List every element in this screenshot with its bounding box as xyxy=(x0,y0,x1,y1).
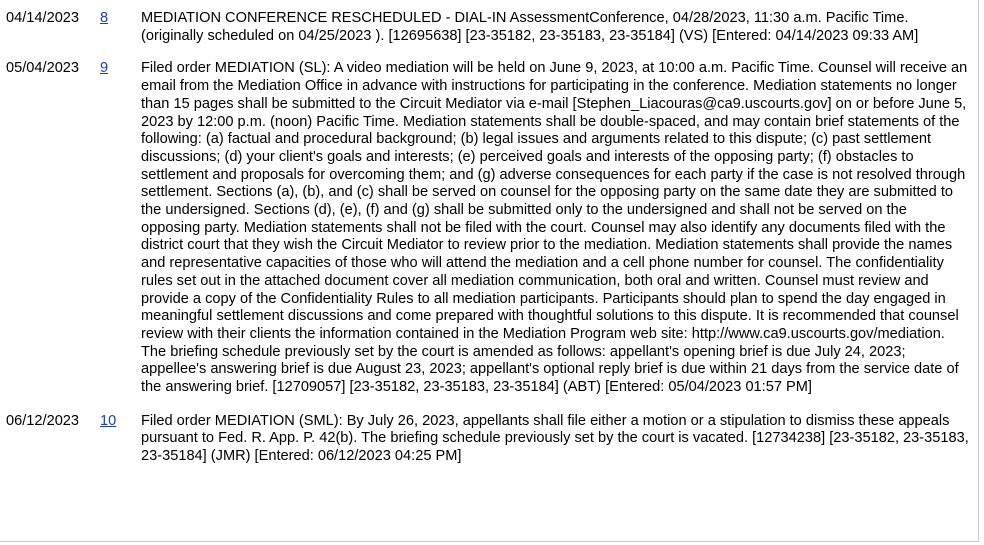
entry-date: 05/04/2023 xyxy=(6,60,80,77)
docket-entry xyxy=(6,0,971,52)
entry-number-cell xyxy=(98,404,141,473)
docket-table xyxy=(6,0,971,473)
entry-number-cell xyxy=(98,52,141,403)
entry-text: Filed order MEDIATION (SML): By July 26, 2023, appellants shall file either a motion or a stipulation to dismiss these appeals pursuant to Fed. R. App. P. 42(b). The briefing schedule previously set by the court is vacated. [12734238] [23-35182, 23-35183, 23-35184] (JMR) [Entered: 06/12/2023 04:25 PM] xyxy=(141,412,969,465)
docket-entry xyxy=(6,404,971,473)
entry-date: 04/14/2023 xyxy=(6,10,80,26)
entry-text: MEDIATION CONFERENCE RESCHEDULED - DIAL-IN AssessmentConference, 04/28/2023, 11:30 a.m. Pacific Time. (originally scheduled on 04/25/2023 ). [12695638] [23-35182, 23-35183, 23-35184] (VS) [Entered: 04/14/2023 09:33 AM] xyxy=(141,10,919,44)
entry-date: 06/12/2023 xyxy=(6,412,80,429)
entry-text: Filed order MEDIATION (SL): A video mediation will be held on June 9, 2023, at 10:00 a.m. Pacific Time. Counsel will receive an email from the Mediation Office in advance with instructions for participating in the conference. Mediation statements no longer than 15 pages shall be submitted to the Circuit Mediator via e-mail [Stephen_Liacouras@ca9.uscourts.gov] on or before June 5, 2023 by 12:00 p.m. (noon) Pacific Time. Mediation statements shall be double-spaced, and may contain brief statements of the following: (a) factual and procedural background; (b) legal issues and arguments related to this dispute; (c) past settlement discussions; (d) your client's goals and interests; (e) perceived goals and interests of the opposing party; (f) obstacles to settlement and proposals for overcoming them; and (g) adverse consequences for each party if the case is not resolved through settlement. Sections (a), (b), and (c) shall be served on counsel for the opposing party on the same date they are submitted to the undersigned. Sections (d), (e), (f) and (g) shall be submitted only to the undersigned and shall not be served on the opposing party. Mediation statements shall not be filed with the court. Counsel may also identify any documents filed with the district court that they wish the Circuit Mediator to review prior to the mediation. Mediation statements shall provide the names and representative capacities of those who will attend the mediation and a cell phone number for counsel. The confidentiality rules set out in the attached document cover all mediation communication, both oral and written. Counsel must review and provide a copy of the Confidentiality Rules to all mediation participants. Participants should plan to spend the day engaged in meaningful settlement discussions and come prepared with thoughtful solutions to this dispute. It is recommended that counsel review with their clients the information contained in the Mediation Program web site: http://www.ca9.uscourts.gov/mediation. The briefing schedule previously set by the court is amended as follows: appellant's opening brief is due July 24, 2023; appellee's answering brief is due August 23, 2023; appellant's optional reply brief is due within 21 days from the service date of the answering brief. [12709057] [23-35182, 23-35183, 23-35184] (ABT) [Entered: 05/04/2023 01:57 PM] xyxy=(141,60,968,396)
entry-number-cell xyxy=(98,0,141,52)
entry-number-link[interactable]: 9 xyxy=(100,60,109,77)
entry-number-link[interactable]: 8 xyxy=(100,10,109,26)
docket-entry xyxy=(6,52,971,403)
entry-number-link[interactable]: 10 xyxy=(100,412,117,429)
